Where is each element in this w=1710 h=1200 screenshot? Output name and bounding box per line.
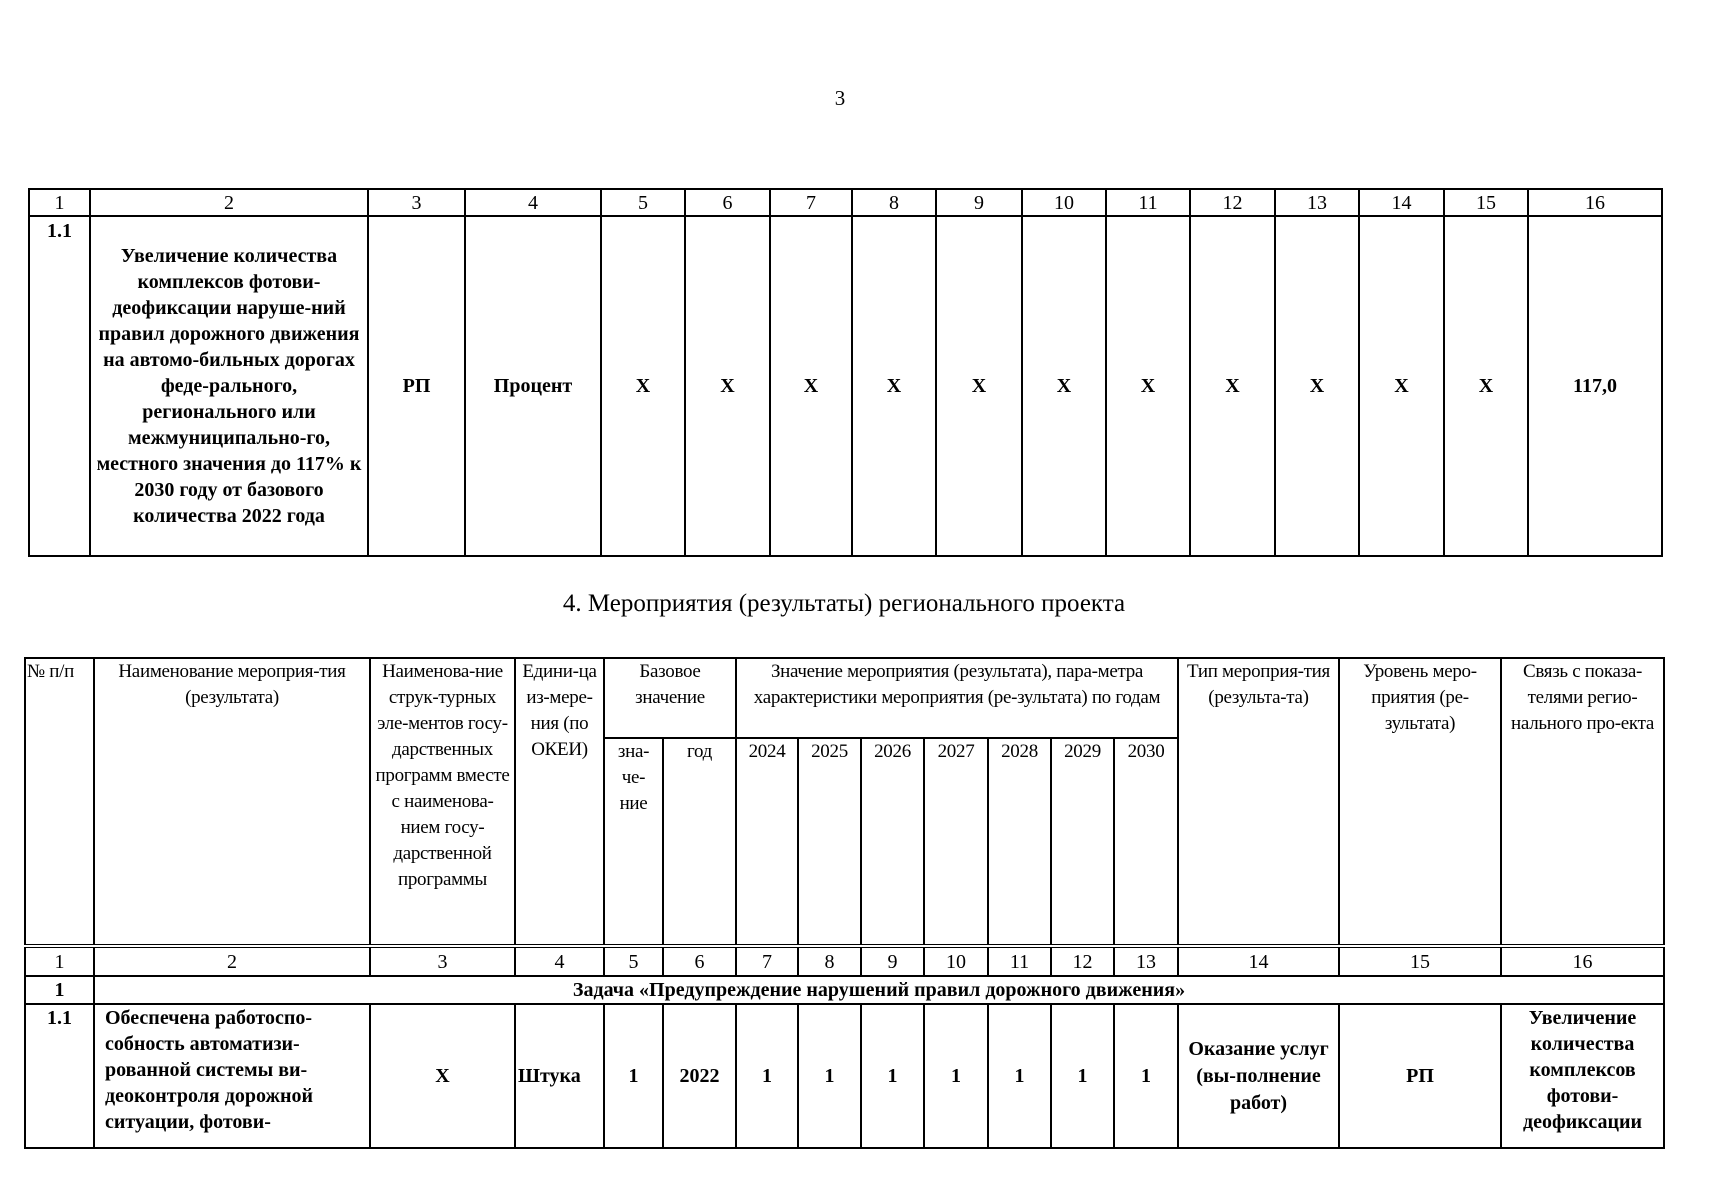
- header-base: Базовое значение: [604, 658, 736, 738]
- header-link: Связь с показа-телями регио-нального про-екта: [1501, 658, 1664, 946]
- header-year: 2026: [861, 738, 924, 946]
- cell: X: [601, 216, 685, 556]
- header-year: 2027: [924, 738, 988, 946]
- cell: РП: [1339, 1004, 1501, 1148]
- cell: 4: [515, 946, 604, 976]
- activities-table: [24, 657, 1665, 1149]
- header-year: 2028: [988, 738, 1051, 946]
- cell: 2: [94, 946, 370, 976]
- cell: 1: [736, 1004, 798, 1148]
- cell: 5: [601, 189, 685, 216]
- cell: 11: [988, 946, 1051, 976]
- cell: X: [770, 216, 852, 556]
- header-type: Тип мероприя-тия (результа-та): [1178, 658, 1339, 946]
- cell: 9: [936, 189, 1022, 216]
- cell: 11: [1106, 189, 1190, 216]
- cell: 13: [1114, 946, 1178, 976]
- cell: 7: [770, 189, 852, 216]
- cell: 1: [924, 1004, 988, 1148]
- header-unit: Едини-ца из-мере-ния (по ОКЕИ): [515, 658, 604, 946]
- cell: Штука: [515, 1004, 604, 1148]
- cell: 13: [1275, 189, 1359, 216]
- header-row: [25, 658, 1664, 738]
- cell: Процент: [465, 216, 601, 556]
- cell: 6: [663, 946, 736, 976]
- column-number-row: [29, 189, 1662, 216]
- header-year: 2030: [1114, 738, 1178, 946]
- cell: 1: [1114, 1004, 1178, 1148]
- table-row: [25, 1004, 1664, 1148]
- cell: 15: [1444, 189, 1528, 216]
- cell: 3: [370, 946, 515, 976]
- cell: 1: [798, 1004, 861, 1148]
- cell: 9: [861, 946, 924, 976]
- header-base-year: год: [663, 738, 736, 946]
- cell: 1: [1051, 1004, 1114, 1148]
- cell: 4: [465, 189, 601, 216]
- cell: 1: [25, 946, 94, 976]
- header-base-value: зна-че-ние: [604, 738, 663, 946]
- cell: Увеличение количества комплексов фотови-деофиксации: [1501, 1004, 1664, 1148]
- cell: 14: [1359, 189, 1444, 216]
- cell: Оказание услуг (вы-полнение работ): [1178, 1004, 1339, 1148]
- cell: 117,0: [1528, 216, 1662, 556]
- task-row: [25, 976, 1664, 1004]
- cell: 16: [1528, 189, 1662, 216]
- cell: 12: [1190, 189, 1275, 216]
- cell: X: [936, 216, 1022, 556]
- table-row: [29, 216, 1662, 556]
- header-year: 2029: [1051, 738, 1114, 946]
- task-text: Задача «Предупреждение нарушений правил дорожного движения»: [94, 976, 1664, 1004]
- cell: 2: [90, 189, 368, 216]
- cell: 3: [368, 189, 465, 216]
- cell: 7: [736, 946, 798, 976]
- task-number: 1: [25, 976, 94, 1004]
- cell: X: [1190, 216, 1275, 556]
- header-level: Уровень меро-приятия (ре-зультата): [1339, 658, 1501, 946]
- cell: РП: [368, 216, 465, 556]
- page-number: 3: [834, 86, 846, 110]
- header-year: 2024: [736, 738, 798, 946]
- cell: 10: [1022, 189, 1106, 216]
- cell: 8: [798, 946, 861, 976]
- cell: X: [1106, 216, 1190, 556]
- cell: 5: [604, 946, 663, 976]
- cell: X: [1359, 216, 1444, 556]
- cell: X: [1444, 216, 1528, 556]
- section-title: 4. Мероприятия (результаты) регионального проекта: [562, 590, 1126, 617]
- cell: X: [685, 216, 770, 556]
- cell: 1: [988, 1004, 1051, 1148]
- cell: 14: [1178, 946, 1339, 976]
- cell: 10: [924, 946, 988, 976]
- indicators-table: [28, 188, 1663, 557]
- cell: 2022: [663, 1004, 736, 1148]
- cell: 8: [852, 189, 936, 216]
- header-year: 2025: [798, 738, 861, 946]
- cell: 1.1: [29, 216, 90, 556]
- cell: 1: [604, 1004, 663, 1148]
- cell: X: [852, 216, 936, 556]
- cell: Увеличение количества комплексов фотови-деофиксации наруше-ний правил дорожного движения на автомо-бильных дорогах феде-рального, регионального или межмуниципально-го, местного значения до 117% к 2030 году от базового количества 2022 года: [90, 216, 368, 556]
- cell: 15: [1339, 946, 1501, 976]
- cell: 16: [1501, 946, 1664, 976]
- header-name: Наименование мероприя-тия (результата): [94, 658, 370, 946]
- header-structural: Наименова-ние струк-турных эле-ментов госу-дарственных программ вместе с наименова-нием госу-дарственной программы: [370, 658, 515, 946]
- header-values: Значение мероприятия (результата), пара-метра характеристики мероприятия (ре-зультата) по годам: [736, 658, 1178, 738]
- cell: 6: [685, 189, 770, 216]
- cell: Обеспечена работоспо-собность автоматизи-рованной системы ви-деоконтроля дорожной ситуации, фотови-: [94, 1004, 370, 1148]
- cell: X: [1022, 216, 1106, 556]
- cell: X: [1275, 216, 1359, 556]
- cell: 12: [1051, 946, 1114, 976]
- cell: 1: [861, 1004, 924, 1148]
- cell: 1.1: [25, 1004, 94, 1148]
- cell: X: [370, 1004, 515, 1148]
- header-num: № п/п: [25, 658, 94, 946]
- cell: 1: [29, 189, 90, 216]
- column-number-row: [25, 946, 1664, 976]
